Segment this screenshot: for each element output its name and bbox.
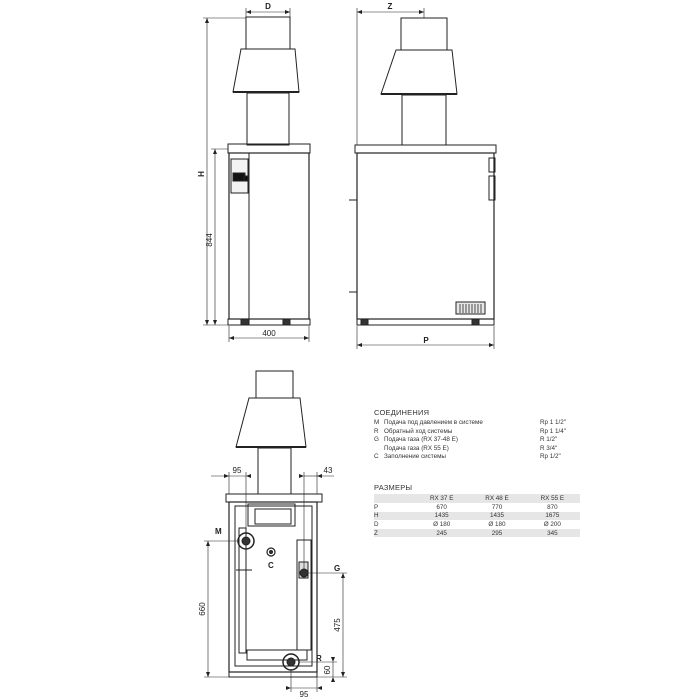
rear-view	[226, 371, 322, 677]
table-row	[374, 520, 580, 529]
connection-row	[374, 453, 580, 462]
rear-dim-95-top: 95	[232, 466, 242, 475]
connection-row	[374, 445, 580, 454]
table-row	[374, 512, 580, 521]
table-cell: D	[374, 520, 379, 528]
table-cell: Ø 180	[433, 520, 451, 528]
connection-value: Rp 1 1/4"	[540, 427, 567, 435]
side-draught-diverter	[381, 50, 457, 94]
table-cell: 770	[491, 503, 503, 511]
table-cell: 1675	[525, 512, 580, 521]
table-cell: 245	[414, 529, 469, 538]
sizes-title: РАЗМЕРЫ	[374, 482, 413, 492]
table-cell: Z	[374, 529, 414, 538]
connection-code: C	[374, 453, 379, 461]
rear-dim-43: 43	[323, 466, 333, 475]
spec-tables	[374, 408, 580, 537]
connection-value: Rp 1/2"	[540, 453, 561, 461]
connection-desc: Заполнение системы	[384, 453, 446, 461]
rear-dim-475: 475	[333, 618, 342, 632]
rear-label-m: M	[215, 527, 222, 536]
rear-flue-pipe-top	[256, 371, 293, 398]
rear-dim-95-bottom: 95	[299, 690, 309, 699]
connection-desc: Подача газа (RX 55 E)	[384, 444, 449, 452]
front-dim-844: 844	[205, 233, 214, 247]
rear-draught-diverter	[236, 398, 306, 447]
rear-dim-60: 60	[323, 665, 332, 675]
connection-row	[374, 419, 580, 428]
table-cell: 870	[547, 503, 558, 511]
front-base	[228, 319, 310, 325]
front-draught-diverter	[233, 49, 299, 92]
sizes-header-cell: RX 37 E	[414, 494, 469, 503]
side-casing	[357, 153, 494, 319]
side-view	[349, 18, 496, 325]
connection-desc: Подача газа (RX 37-48 E)	[384, 436, 458, 444]
rear-base	[229, 672, 317, 677]
connection-row	[374, 428, 580, 437]
connection-code: G	[374, 436, 379, 444]
table-cell: 670	[436, 503, 447, 511]
front-dim-h: H	[197, 171, 206, 177]
connections-list	[374, 419, 580, 462]
table-cell: P	[374, 503, 379, 511]
sizes-table	[374, 494, 580, 537]
table-cell: Ø 200	[543, 520, 561, 528]
table-row	[374, 503, 580, 512]
connection-desc: Обратный ход системы	[384, 427, 453, 435]
rear-top-cover	[226, 494, 322, 502]
connections-title: СОЕДИНЕНИЯ	[374, 408, 430, 417]
table-cell: 1435	[469, 512, 524, 521]
side-flue-pipe-top	[401, 18, 447, 50]
connection-value: Rp 1 1/2"	[540, 419, 567, 426]
side-dim-p: P	[423, 336, 429, 345]
rear-flue-pipe-neck	[258, 448, 291, 494]
table-cell: H	[374, 512, 414, 521]
front-dim-d: D	[265, 2, 271, 11]
front-view	[228, 17, 310, 325]
sizes-header-cell: RX 55 E	[525, 494, 580, 503]
table-cell: Ø 180	[488, 520, 506, 528]
connection-code: M	[374, 419, 380, 426]
connection-code: R	[374, 427, 379, 435]
front-flue-pipe-neck	[247, 93, 289, 145]
side-top-cover	[355, 145, 496, 153]
table-cell: 295	[469, 529, 524, 538]
table-cell: 345	[525, 529, 580, 538]
side-dim-z: Z	[387, 2, 393, 11]
connection-g-gas	[300, 569, 308, 577]
rear-label-r: R	[316, 654, 322, 663]
rear-label-c: C	[268, 561, 274, 570]
rear-dim-660: 660	[198, 602, 207, 616]
table-row	[374, 529, 580, 538]
sizes-header-cell: RX 48 E	[469, 494, 524, 503]
side-flue-pipe-neck	[402, 95, 446, 145]
connection-desc: Подача под давлением в системе	[384, 419, 483, 426]
connection-value: R 1/2"	[540, 436, 558, 444]
connection-code	[374, 445, 384, 454]
front-flue-pipe-top	[246, 17, 290, 49]
rear-label-g: G	[334, 564, 341, 573]
sizes-header-row	[374, 494, 580, 503]
front-dim-400: 400	[262, 329, 276, 338]
connection-row	[374, 436, 580, 445]
table-cell: 1435	[414, 512, 469, 521]
sizes-header-cell	[374, 494, 414, 503]
connection-value: R 3/4"	[540, 444, 558, 452]
